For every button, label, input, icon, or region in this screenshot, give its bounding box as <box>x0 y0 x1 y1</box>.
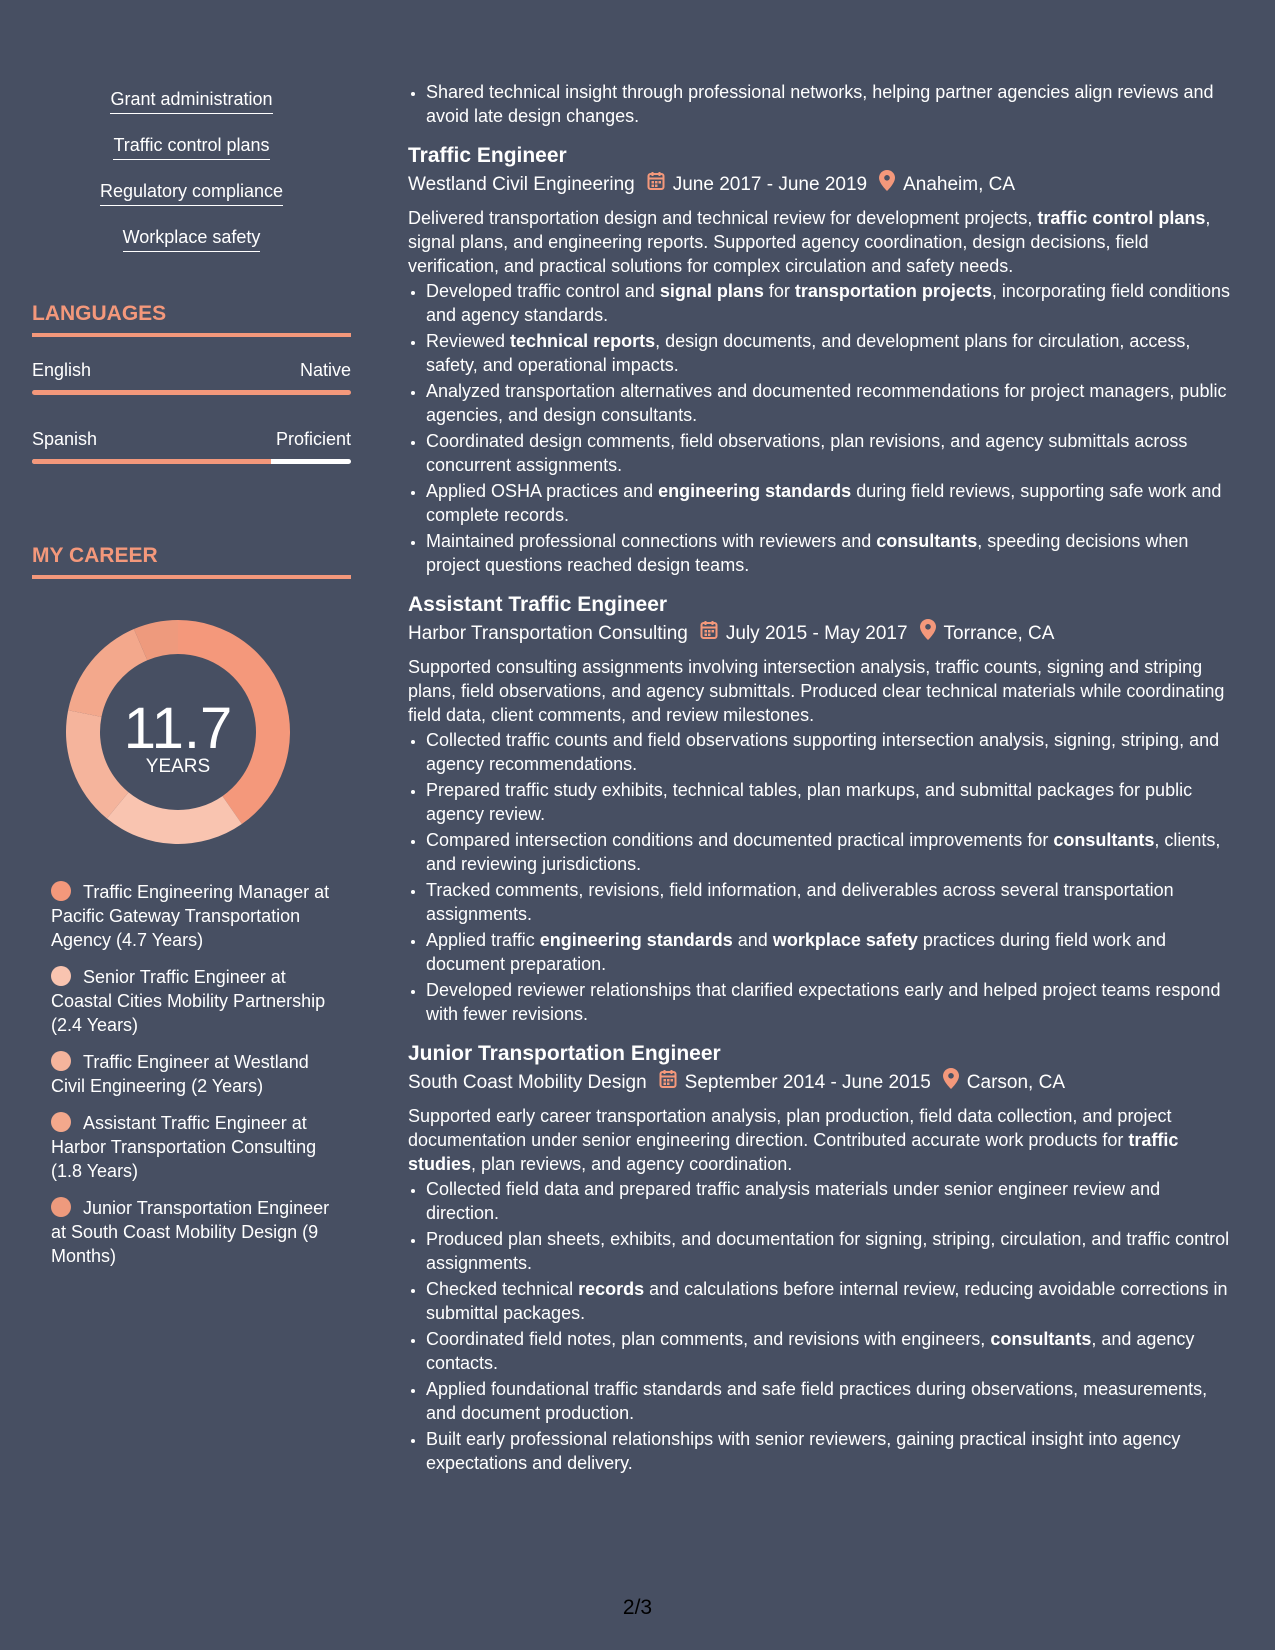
skill-tag: Regulatory compliance <box>32 180 351 206</box>
location-pin-icon <box>879 170 895 200</box>
job-meta <box>408 170 1238 200</box>
job-title: Traffic Engineer <box>408 144 567 167</box>
legend-dot <box>51 1112 71 1132</box>
career-donut-chart <box>66 620 290 844</box>
bullet-item: • Collected field data and prepared traffic analysis materials under senior engineer review and direction. <box>426 1177 1238 1225</box>
bullet-item: • Developed reviewer relationships that clarified expectations early and helped project teams respond with fewer revisions. <box>426 978 1238 1026</box>
bullet-item: • Produced plan sheets, exhibits, and documentation for signing, striping, circulation, and traffic control assignments. <box>426 1227 1238 1275</box>
job-bullets <box>408 1177 1238 1475</box>
job-location: Torrance, CA <box>943 623 1055 644</box>
bullet-item: • Checked technical records and calculations before internal review, reducing avoidable corrections in submittal packages. <box>426 1277 1238 1325</box>
bullet-item: • Analyzed transportation alternatives and documented recommendations for project managers, public agencies, and design consultants. <box>426 379 1238 427</box>
bullet-item: • Applied OSHA practices and engineering standards during field reviews, supporting safe work and complete records. <box>426 479 1238 527</box>
bullet-item: • Applied foundational traffic standards and safe field practices during observations, measurements, and document production. <box>426 1377 1238 1425</box>
calendar-icon <box>700 620 718 649</box>
language-name: English <box>32 360 92 380</box>
bullet-item: • Developed traffic control and signal plans for transportation projects, incorporating field conditions and agency standards. <box>426 279 1238 327</box>
top-bullet-list <box>408 80 1238 128</box>
calendar-icon <box>647 171 665 200</box>
skill-tag: Grant administration <box>32 88 351 114</box>
language-bar-fill <box>32 390 351 395</box>
language-bar <box>32 459 351 464</box>
languages-heading: LANGUAGES <box>32 302 351 337</box>
job-title: Junior Transportation Engineer <box>408 1042 721 1065</box>
skills-list <box>32 88 351 252</box>
career-total-unit: YEARS <box>145 756 211 777</box>
job-location: Anaheim, CA <box>903 174 1016 195</box>
career-total-value: 11.7 <box>123 696 233 761</box>
job-bullets <box>408 728 1238 1026</box>
donut-segment <box>107 792 242 844</box>
language-name: Spanish <box>32 429 98 449</box>
job-meta <box>408 1068 1238 1098</box>
skill-tag: Traffic control plans <box>32 134 351 160</box>
career-heading: MY CAREER <box>32 544 351 579</box>
bullet-item: • Built early professional relationships with senior reviewers, gaining practical insight into agency expectations and delivery. <box>426 1427 1238 1475</box>
legend-dot <box>51 1051 71 1071</box>
bullet-item: • Coordinated design comments, field observations, plan revisions, and agency submittals across concurrent assignments. <box>426 429 1238 477</box>
job-summary: Delivered transportation design and technical review for development projects, traffic control plans, signal plans, and engineering reports. Supported agency coordination, design decisions, field verification, and practical solutions for complex circulation and safety needs. <box>408 208 1211 276</box>
job-bullets <box>408 279 1238 577</box>
bullet-item: • Maintained professional connections with reviewers and consultants, speeding decisions when project questions reached design teams. <box>426 529 1238 577</box>
experience-section <box>408 80 1238 1477</box>
skill-tag: Workplace safety <box>32 226 351 252</box>
legend-dot <box>51 881 71 901</box>
job-company: South Coast Mobility Design <box>408 1072 647 1093</box>
job-company: Harbor Transportation Consulting <box>408 623 688 644</box>
job-entry <box>408 1040 1238 1475</box>
language-level: Proficient <box>275 429 351 449</box>
language-bar-fill <box>32 459 271 464</box>
job-company: Westland Civil Engineering <box>408 174 635 195</box>
job-summary: Supported early career transportation analysis, plan production, field data collection, and project documentation under senior engineering direction. Contributed accurate work products for traffic studies, plan reviews, and agency coordination. <box>408 1106 1179 1174</box>
career-legend-item: Traffic Engineering Manager at Pacific Gateway Transportation Agency (4.7 Years) <box>51 882 330 950</box>
career-legend-item: Traffic Engineer at Westland Civil Engineering (2 Years) <box>51 1052 309 1096</box>
location-pin-icon <box>943 1068 959 1098</box>
legend-dot <box>51 1197 71 1217</box>
jobs-list <box>408 142 1238 1475</box>
language-level: Native <box>299 360 351 380</box>
bullet-item: • Coordinated field notes, plan comments, and revisions with engineers, consultants, and agency contacts. <box>426 1327 1238 1375</box>
job-meta <box>408 619 1238 649</box>
career-legend-item: Senior Traffic Engineer at Coastal Cities Mobility Partnership (2.4 Years) <box>51 967 326 1035</box>
bullet-item: • Tracked comments, revisions, field information, and deliverables across several transportation assignments. <box>426 878 1238 926</box>
donut-segment <box>66 710 128 818</box>
bullet-item: • Reviewed technical reports, design documents, and development plans for circulation, access, safety, and operational impacts. <box>426 329 1238 377</box>
bullet-item: • Collected traffic counts and field observations supporting intersection analysis, signing, striping, and agency recommendations. <box>426 728 1238 776</box>
bullet-item: • Prepared traffic study exhibits, technical tables, plan markups, and submittal packages for public agency review. <box>426 778 1238 826</box>
job-location: Carson, CA <box>966 1072 1065 1093</box>
job-entry <box>408 591 1238 1026</box>
job-title: Assistant Traffic Engineer <box>408 593 668 616</box>
calendar-icon <box>659 1069 677 1098</box>
language-bar <box>32 390 351 395</box>
job-summary: Supported consulting assignments involving intersection analysis, traffic counts, signing and striping plans, field observations, and agency submittals. Produced clear technical materials while coordinating field data, client comments, and review milestones. <box>408 657 1225 725</box>
bullet-item: • Compared intersection conditions and documented practical improvements for consultants, clients, and reviewing jurisdictions. <box>426 828 1238 876</box>
job-entry <box>408 142 1238 577</box>
job-dates: July 2015 - May 2017 <box>725 623 908 644</box>
career-legend <box>51 880 333 1281</box>
location-pin-icon <box>920 619 936 649</box>
career-legend-item: Assistant Traffic Engineer at Harbor Transportation Consulting (1.8 Years) <box>51 1113 317 1181</box>
bullet-item: • Shared technical insight through professional networks, helping partner agencies align reviews and avoid late design changes. <box>426 80 1238 128</box>
job-dates: September 2014 - June 2015 <box>684 1072 931 1093</box>
page-number: 2/3 <box>622 1596 653 1619</box>
career-legend-item: Junior Transportation Engineer at South Coast Mobility Design (9 Months) <box>51 1198 330 1266</box>
bullet-item: • Applied traffic engineering standards and workplace safety practices during field work and document preparation. <box>426 928 1238 976</box>
legend-dot <box>51 966 71 986</box>
job-dates: June 2017 - June 2019 <box>672 174 868 195</box>
